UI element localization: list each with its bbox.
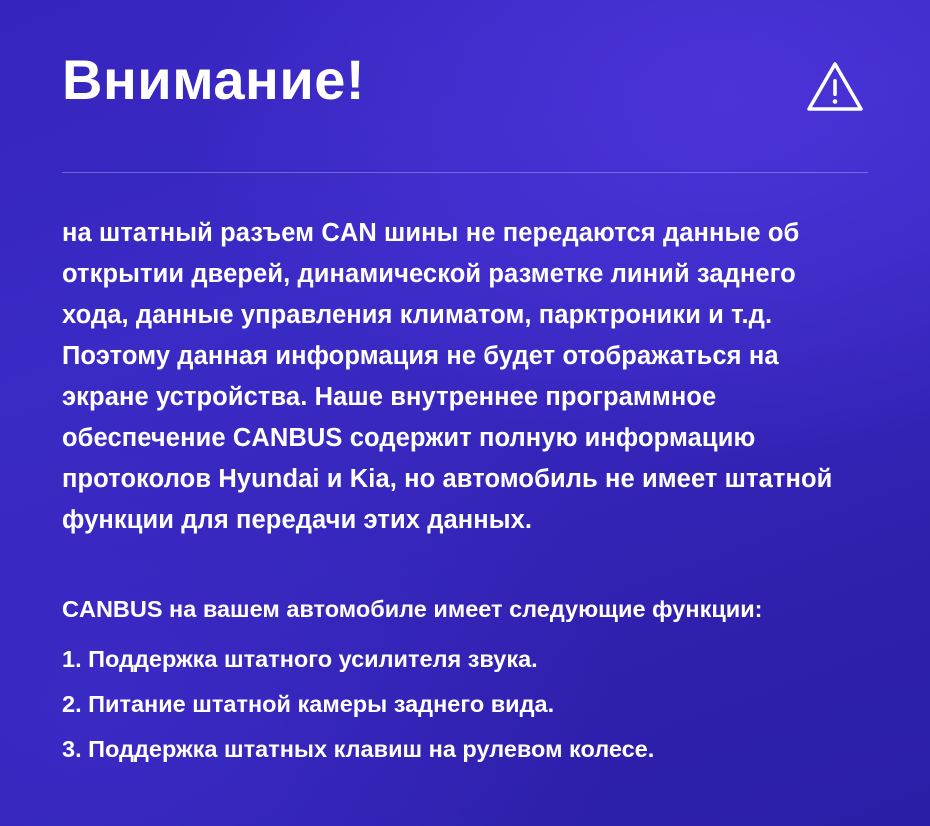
list-item: 2. Питание штатной камеры заднего вида.: [62, 691, 555, 717]
poster-body: [62, 213, 868, 772]
warning-triangle-icon: [806, 60, 864, 114]
list-item: 3. Поддержка штатных клавиш на рулевом колесе.: [62, 736, 655, 762]
poster-header: [62, 0, 868, 175]
list-item: 1. Поддержка штатного усилителя звука.: [62, 646, 538, 672]
header-divider: [62, 172, 868, 173]
warning-paragraph: на штатный разъем CAN шины не передаются данные об открытии дверей, динамической разметке линий заднего хода, данные управления климатом, парктроники и т.д. Поэтому данная информация не будет отображаться на экране устройства. Наше внутреннее программное обеспечение CANBUS содержит полную информацию протоколов Hyundai и Kia, но автомобиль не имеет штатной функции для передачи этих данных.: [62, 219, 833, 534]
features-list: [62, 637, 868, 772]
features-intro: CANBUS на вашем автомобиле имеет следующие функции:: [62, 596, 763, 622]
page-title: Внимание!: [62, 48, 366, 111]
